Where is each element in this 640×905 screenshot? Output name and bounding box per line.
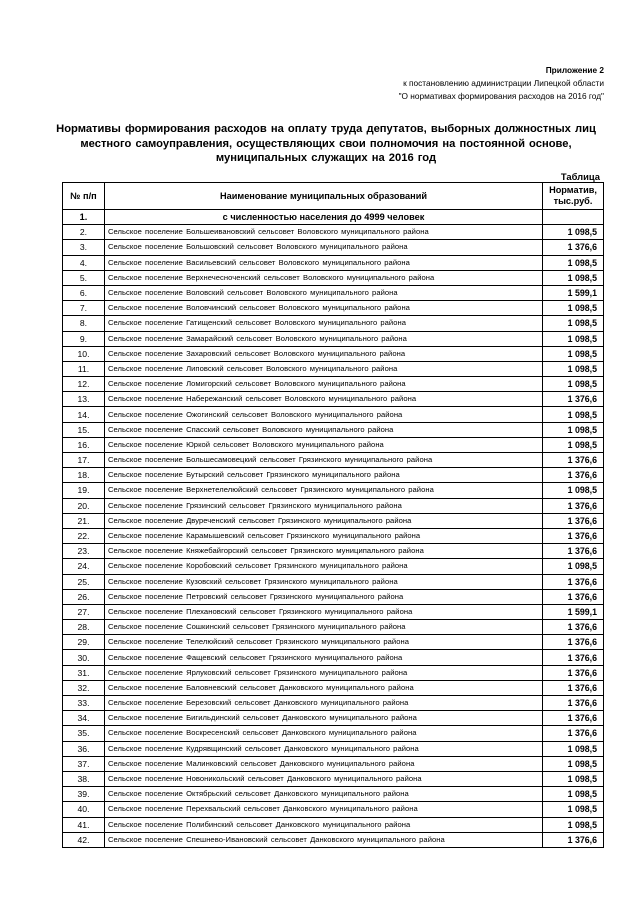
row-num: 2. <box>63 225 105 240</box>
row-value: 1 098,5 <box>543 316 604 331</box>
row-value: 1 599,1 <box>543 604 604 619</box>
row-num: 3. <box>63 240 105 255</box>
table-row <box>63 604 604 619</box>
row-num: 23. <box>63 544 105 559</box>
row-name: Сельское поселение Спешнево-Ивановский сельсовет Данковского муниципального района <box>105 832 543 847</box>
table-row <box>63 726 604 741</box>
row-num: 8. <box>63 316 105 331</box>
row-num: 22. <box>63 528 105 543</box>
table-row <box>63 559 604 574</box>
table-row <box>63 483 604 498</box>
row-value: 1 098,5 <box>543 771 604 786</box>
row-name: Сельское поселение Верхнечесноченский сельсовет Воловского муниципального района <box>105 270 543 285</box>
row-name: Сельское поселение Карамышевский сельсовет Грязинского муниципального района <box>105 528 543 543</box>
row-value: 1 376,6 <box>543 589 604 604</box>
appendix-decree-reference: к постановлению администрации Липецкой области <box>403 78 604 88</box>
row-value: 1 376,6 <box>543 620 604 635</box>
table-row <box>63 620 604 635</box>
row-name: Сельское поселение Большеивановский сельсовет Воловского муниципального района <box>105 225 543 240</box>
row-num: 6. <box>63 285 105 300</box>
table-row <box>63 468 604 483</box>
row-num: 17. <box>63 453 105 468</box>
row-num: 12. <box>63 377 105 392</box>
row-name: Сельское поселение Замарайский сельсовет Воловского муниципального района <box>105 331 543 346</box>
title-line-3: муниципальных служащих на 2016 год <box>215 152 437 164</box>
row-value: 1 098,5 <box>543 225 604 240</box>
row-value: 1 376,6 <box>543 635 604 650</box>
row-name: Сельское поселение Перехвальский сельсовет Данковского муниципального района <box>105 802 543 817</box>
row-num: 30. <box>63 650 105 665</box>
group-value <box>543 210 604 225</box>
table-row <box>63 255 604 270</box>
table-row <box>63 377 604 392</box>
table-row <box>63 270 604 285</box>
row-name: Сельское поселение Набережанский сельсовет Воловского муниципального района <box>105 392 543 407</box>
row-name: Сельское поселение Большовский сельсовет Воловского муниципального района <box>105 240 543 255</box>
table-row <box>63 240 604 255</box>
row-num: 26. <box>63 589 105 604</box>
table-row <box>63 453 604 468</box>
row-value: 1 098,5 <box>543 817 604 832</box>
group-row <box>63 210 604 225</box>
row-num: 21. <box>63 513 105 528</box>
row-name: Сельское поселение Березовский сельсовет Данковского муниципального района <box>105 696 543 711</box>
row-value: 1 098,5 <box>543 407 604 422</box>
row-value: 1 376,6 <box>543 528 604 543</box>
row-value: 1 098,5 <box>543 361 604 376</box>
row-name: Сельское поселение Захаровский сельсовет Воловского муниципального района <box>105 346 543 361</box>
row-name: Сельское поселение Баловневский сельсовет Данковского муниципального района <box>105 680 543 695</box>
table-row <box>63 301 604 316</box>
row-num: 39. <box>63 787 105 802</box>
row-name: Сельское поселение Сошкинский сельсовет Грязинского муниципального района <box>105 620 543 635</box>
row-name: Сельское поселение Кудрявщинский сельсовет Данковского муниципального района <box>105 741 543 756</box>
table-row <box>63 392 604 407</box>
table-row <box>63 787 604 802</box>
row-value: 1 599,1 <box>543 285 604 300</box>
row-name: Сельское поселение Малинковский сельсовет Данковского муниципального района <box>105 756 543 771</box>
row-value: 1 098,5 <box>543 741 604 756</box>
row-name: Сельское поселение Ломигорский сельсовет Воловского муниципального района <box>105 377 543 392</box>
table-row <box>63 361 604 376</box>
row-num: 38. <box>63 771 105 786</box>
header-value-line-1: Норматив, <box>549 185 597 195</box>
document-title <box>40 122 612 166</box>
row-value: 1 376,6 <box>543 498 604 513</box>
row-name: Сельское поселение Васильевский сельсовет Воловского муниципального района <box>105 255 543 270</box>
row-name: Сельское поселение Бутырский сельсовет Грязинского муниципального района <box>105 468 543 483</box>
row-name: Сельское поселение Полибинский сельсовет Данковского муниципального района <box>105 817 543 832</box>
row-num: 11. <box>63 361 105 376</box>
row-num: 5. <box>63 270 105 285</box>
table-row <box>63 711 604 726</box>
row-value: 1 376,6 <box>543 711 604 726</box>
row-num: 27. <box>63 604 105 619</box>
row-num: 14. <box>63 407 105 422</box>
row-name: Сельское поселение Плехановский сельсовет Грязинского муниципального района <box>105 604 543 619</box>
row-num: 24. <box>63 559 105 574</box>
row-value: 1 376,6 <box>543 832 604 847</box>
table-row <box>63 680 604 695</box>
appendix-header <box>399 64 604 103</box>
row-value: 1 376,6 <box>543 680 604 695</box>
row-value: 1 376,6 <box>543 665 604 680</box>
row-value: 1 098,5 <box>543 802 604 817</box>
row-num: 10. <box>63 346 105 361</box>
table-row <box>63 802 604 817</box>
table-row <box>63 741 604 756</box>
table-row <box>63 437 604 452</box>
header-name: Наименование муниципальных образований <box>105 183 543 210</box>
row-name: Сельское поселение Верхнетелелюйский сельсовет Грязинского муниципального района <box>105 483 543 498</box>
row-name: Сельское поселение Княжебайгорский сельсовет Грязинского муниципального района <box>105 544 543 559</box>
row-value: 1 098,5 <box>543 756 604 771</box>
row-value: 1 098,5 <box>543 422 604 437</box>
row-num: 13. <box>63 392 105 407</box>
norms-table <box>62 182 604 848</box>
table-row <box>63 407 604 422</box>
row-value: 1 376,6 <box>543 392 604 407</box>
row-num: 15. <box>63 422 105 437</box>
table-row <box>63 589 604 604</box>
table-row <box>63 498 604 513</box>
row-num: 40. <box>63 802 105 817</box>
table-row <box>63 225 604 240</box>
header-value-line-2: тыс.руб. <box>553 196 593 206</box>
row-num: 25. <box>63 574 105 589</box>
row-value: 1 098,5 <box>543 377 604 392</box>
row-name: Сельское поселение Воскресенский сельсовет Данковского муниципального района <box>105 726 543 741</box>
row-value: 1 098,5 <box>543 483 604 498</box>
row-name: Сельское поселение Петровский сельсовет Грязинского муниципального района <box>105 589 543 604</box>
table-header-row <box>63 183 604 210</box>
row-value: 1 098,5 <box>543 787 604 802</box>
row-name: Сельское поселение Фащевский сельсовет Грязинского муниципального района <box>105 650 543 665</box>
row-name: Сельское поселение Новоникольский сельсовет Данковского муниципального района <box>105 771 543 786</box>
row-value: 1 376,6 <box>543 726 604 741</box>
row-name: Сельское поселение Юркой сельсовет Воловского муниципального района <box>105 437 543 452</box>
row-value: 1 376,6 <box>543 574 604 589</box>
table-row <box>63 285 604 300</box>
row-value: 1 376,6 <box>543 453 604 468</box>
table-label: Таблица <box>560 171 600 182</box>
table-row <box>63 635 604 650</box>
row-num: 19. <box>63 483 105 498</box>
row-value: 1 098,5 <box>543 559 604 574</box>
appendix-number: Приложение 2 <box>545 65 604 75</box>
row-value: 1 376,6 <box>543 513 604 528</box>
table-row <box>63 574 604 589</box>
row-num: 7. <box>63 301 105 316</box>
row-name: Сельское поселение Грязинский сельсовет Грязинского муниципального района <box>105 498 543 513</box>
row-num: 16. <box>63 437 105 452</box>
row-num: 32. <box>63 680 105 695</box>
table-row <box>63 528 604 543</box>
row-name: Сельское поселение Ярлуковский сельсовет Грязинского муниципального района <box>105 665 543 680</box>
row-value: 1 376,6 <box>543 544 604 559</box>
row-name: Сельское поселение Октябрьский сельсовет Данковского муниципального района <box>105 787 543 802</box>
table-row <box>63 832 604 847</box>
row-value: 1 098,5 <box>543 301 604 316</box>
row-num: 34. <box>63 711 105 726</box>
row-value: 1 098,5 <box>543 331 604 346</box>
table-row <box>63 544 604 559</box>
row-name: Сельское поселение Телелюйский сельсовет Грязинского муниципального района <box>105 635 543 650</box>
row-name: Сельское поселение Воловчинский сельсовет Воловского муниципального района <box>105 301 543 316</box>
table-row <box>63 817 604 832</box>
header-num: № п/п <box>63 183 105 210</box>
group-num: 1. <box>63 210 105 225</box>
table-row <box>63 771 604 786</box>
row-num: 33. <box>63 696 105 711</box>
row-name: Сельское поселение Коробовский сельсовет Грязинского муниципального района <box>105 559 543 574</box>
table-row <box>63 650 604 665</box>
row-num: 31. <box>63 665 105 680</box>
row-num: 20. <box>63 498 105 513</box>
row-name: Сельское поселение Ожогинский сельсовет Воловского муниципального района <box>105 407 543 422</box>
row-num: 35. <box>63 726 105 741</box>
row-value: 1 376,6 <box>543 696 604 711</box>
table-row <box>63 756 604 771</box>
row-name: Сельское поселение Двуреченский сельсовет Грязинского муниципального района <box>105 513 543 528</box>
row-num: 36. <box>63 741 105 756</box>
row-value: 1 098,5 <box>543 270 604 285</box>
row-value: 1 376,6 <box>543 650 604 665</box>
row-name: Сельское поселение Гатищенский сельсовет Воловского муниципального района <box>105 316 543 331</box>
row-value: 1 098,5 <box>543 437 604 452</box>
table-row <box>63 513 604 528</box>
row-value: 1 376,6 <box>543 468 604 483</box>
title-line-1: Нормативы формирования расходов на оплату труда депутатов, выборных должностных лиц <box>56 123 596 135</box>
row-name: Сельское поселение Воловский сельсовет Воловского муниципального района <box>105 285 543 300</box>
table-row <box>63 331 604 346</box>
row-num: 41. <box>63 817 105 832</box>
row-num: 9. <box>63 331 105 346</box>
table-row <box>63 346 604 361</box>
row-value: 1 098,5 <box>543 255 604 270</box>
row-num: 29. <box>63 635 105 650</box>
title-line-2: местного самоуправления, осуществляющих свои полномочия на постоянной основе, <box>80 137 572 150</box>
row-num: 4. <box>63 255 105 270</box>
row-value: 1 376,6 <box>543 240 604 255</box>
row-name: Сельское поселение Кузовский сельсовет Грязинского муниципального района <box>105 574 543 589</box>
row-num: 28. <box>63 620 105 635</box>
table-row <box>63 665 604 680</box>
group-name: с численностью населения до 4999 человек <box>105 210 543 225</box>
table-row <box>63 316 604 331</box>
row-name: Сельское поселение Большесамовецкий сельсовет Грязинского муниципального района <box>105 453 543 468</box>
table-row <box>63 422 604 437</box>
table-row <box>63 696 604 711</box>
row-value: 1 098,5 <box>543 346 604 361</box>
row-num: 42. <box>63 832 105 847</box>
row-num: 18. <box>63 468 105 483</box>
row-num: 37. <box>63 756 105 771</box>
row-name: Сельское поселение Липовский сельсовет Воловского муниципального района <box>105 361 543 376</box>
appendix-decree-title: "О нормативах формирования расходов на 2016 год" <box>398 91 604 101</box>
header-value <box>543 183 604 210</box>
row-name: Сельское поселение Бигильдинский сельсовет Данковского муниципального района <box>105 711 543 726</box>
row-name: Сельское поселение Спасский сельсовет Воловского муниципального района <box>105 422 543 437</box>
